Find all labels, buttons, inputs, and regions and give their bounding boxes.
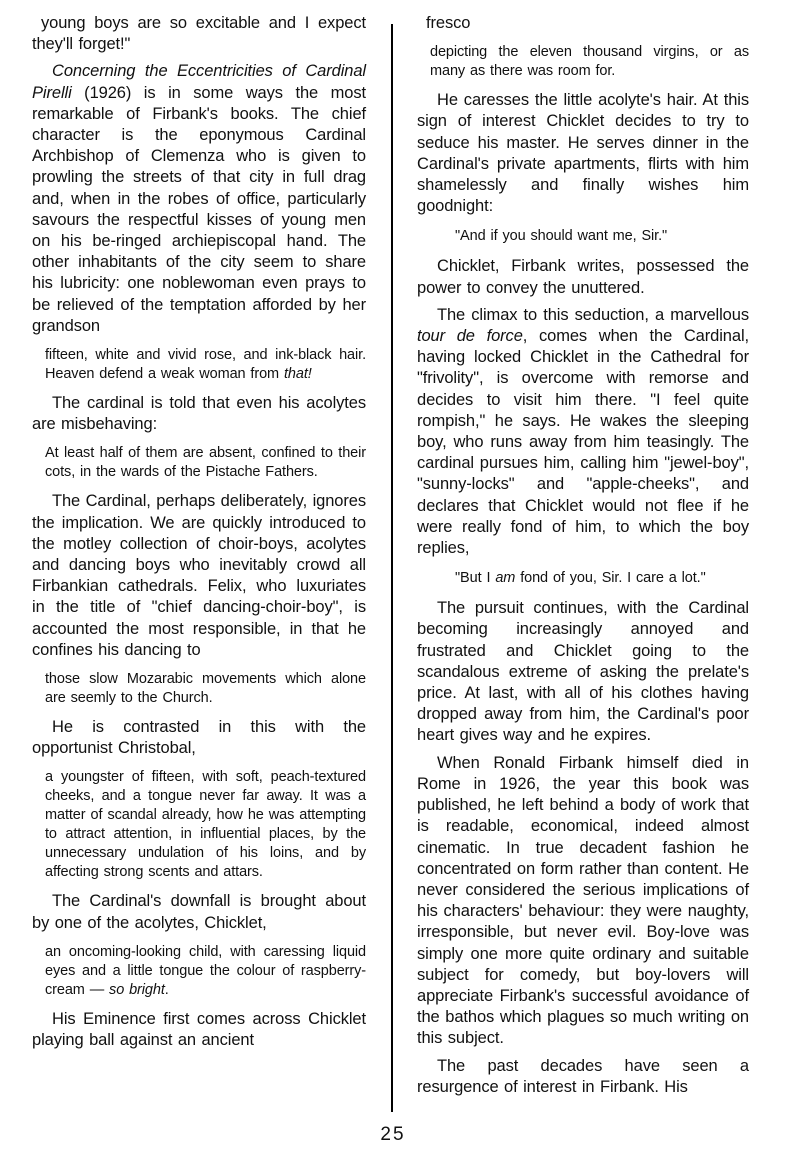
block-quote: [45, 768, 366, 882]
text-segment: "But I: [455, 570, 496, 587]
text-segment: (1926) is in some ways the most remarkable of Firbank's books. The chief character is the eponymous Cardinal Archbishop of Clemenza who is given to prowling the streets of that city in full drag and, when in the robes of office, particularly savours the respectful kisses of young men on his be-ringed archiepiscopal hand. The other inhabitants of the city seem to share his lubricity: one noblewoman even prays to be relieved of the temptation afforded by her grandson: [32, 83, 366, 335]
block-quote: [45, 346, 366, 384]
block-quote: [45, 670, 366, 708]
left-column: [32, 13, 366, 1051]
text-segment: young boys are so excitable and I expect they'll forget!": [32, 14, 366, 54]
paragraph: [32, 717, 366, 759]
italic-text: that!: [283, 366, 312, 383]
text-segment: "And if you should want me, Sir.": [455, 228, 668, 245]
italic-text: so bright: [109, 981, 165, 998]
paragraph: [417, 90, 749, 217]
text-segment: When Ronald Firbank himself died in Rome in 1926, the year this book was published, he left behind a body of work that is readable, economical, indeed almost cinematic. In true decadent fashion he concentrated on form rather than content. He never considered the serious implications of his characters' behaviour: they were naughty, irresponsible, but never evil. Boy-love was simply one more quite ordinary and suitable subject for comedy, but boy-lovers will appreciate Firbank's successful avoidance of the bathos which plagues so much writing on this subject.: [417, 753, 749, 1048]
text-segment: fresco: [426, 14, 471, 32]
text-segment: fifteen, white and vivid rose, and ink-black hair. Heaven defend a weak woman from: [45, 347, 366, 383]
paragraph: [417, 598, 749, 746]
text-segment: , comes when the Cardinal, having locked Chicklet in the Cathedral for "frivolity", is overcome with remorse and decides to visit him there. "I feel quite rompish," he says. He wakes the sleeping boy, who runs away from him teasingly. The cardinal pursues him, calling him "jewel-boy", "sunny-locks" and "apple-cheeks", and declares that Chicklet would not flee if he were really fond of him, to which the boy replies,: [417, 327, 749, 558]
italic-text: Concerning the Eccentricities of Cardinal Pirelli: [32, 62, 366, 102]
text-segment: an oncoming-looking child, with caressing liquid eyes and a little tongue the colour of raspberry-cream —: [45, 943, 366, 998]
paragraph: [417, 256, 749, 298]
text-segment: a youngster of fifteen, with soft, peach-textured cheeks, and a tongue never far away. It was a matter of scandal already, how he was attempting to attract attention, in influential places, by the unnecessary undulation of his loins, and by affecting strong scents and attars.: [45, 769, 366, 881]
dialogue-quote: [455, 569, 749, 588]
text-segment: depicting the eleven thousand virgins, or as many as there was room for.: [430, 44, 749, 80]
paragraph: [417, 305, 749, 559]
paragraph: [32, 393, 366, 435]
dialogue-quote: [455, 227, 749, 246]
paragraph-continuation: [32, 13, 366, 55]
text-segment: At least half of them are absent, confined to their cots, in the wards of the Pistache Fathers.: [45, 445, 366, 481]
paragraph: [32, 491, 366, 661]
paragraph: [417, 753, 749, 1050]
block-quote: [430, 43, 749, 81]
paragraph: [32, 1009, 366, 1051]
paragraph-continuation: [417, 13, 749, 34]
right-column: [417, 13, 749, 1098]
text-segment: Chicklet, Firbank writes, possessed the power to convey the unuttered.: [417, 257, 749, 297]
block-quote: [45, 444, 366, 482]
text-segment: The climax to this seduction, a marvellous: [437, 305, 749, 324]
text-segment: The pursuit continues, with the Cardinal becoming increasingly annoyed and frustrated and Chicklet going to the scandalous extreme of asking the prelate's price. At last, with all of his clothes having dropped away from him, the Cardinal's poor heart gives way and he expires.: [417, 599, 749, 745]
text-segment: .: [164, 981, 169, 998]
text-segment: He is contrasted in this with the opportunist Christobal,: [32, 718, 366, 758]
text-segment: The Cardinal's downfall is brought about by one of the acolytes, Chicklet,: [32, 892, 366, 932]
italic-text: tour de force: [417, 327, 523, 346]
paragraph: [32, 61, 366, 337]
text-segment: The past decades have seen a resurgence of interest in Firbank. His: [417, 1056, 749, 1096]
paragraph: [417, 1056, 749, 1098]
italic-text: am: [495, 570, 516, 587]
column-divider-rule: [391, 24, 393, 1112]
block-quote: [45, 943, 366, 1000]
text-segment: The cardinal is told that even his acolytes are misbehaving:: [32, 394, 366, 434]
text-segment: He caresses the little acolyte's hair. At this sign of interest Chicklet decides to try to seduce his master. He serves dinner in the Cardinal's private apartments, flirts with him shamelessly and finally wishes him goodnight:: [417, 91, 749, 216]
text-segment: fond of you, Sir. I care a lot.": [515, 570, 706, 587]
paragraph: [32, 891, 366, 933]
text-segment: The Cardinal, perhaps deliberately, ignores the implication. We are quickly introduced to the motley collection of choir-boys, acolytes and dancing boys who inevitably crowd all Firbankian cathedrals. Felix, who luxuriates in the title of "chief dancing-choir-boy", is accounted the most responsible, in that he confines his dancing to: [32, 492, 366, 659]
text-segment: His Eminence first comes across Chicklet playing ball against an ancient: [32, 1009, 366, 1050]
text-segment: those slow Mozarabic movements which alone are seemly to the Church.: [45, 671, 366, 707]
page-number: 25: [380, 1124, 406, 1145]
